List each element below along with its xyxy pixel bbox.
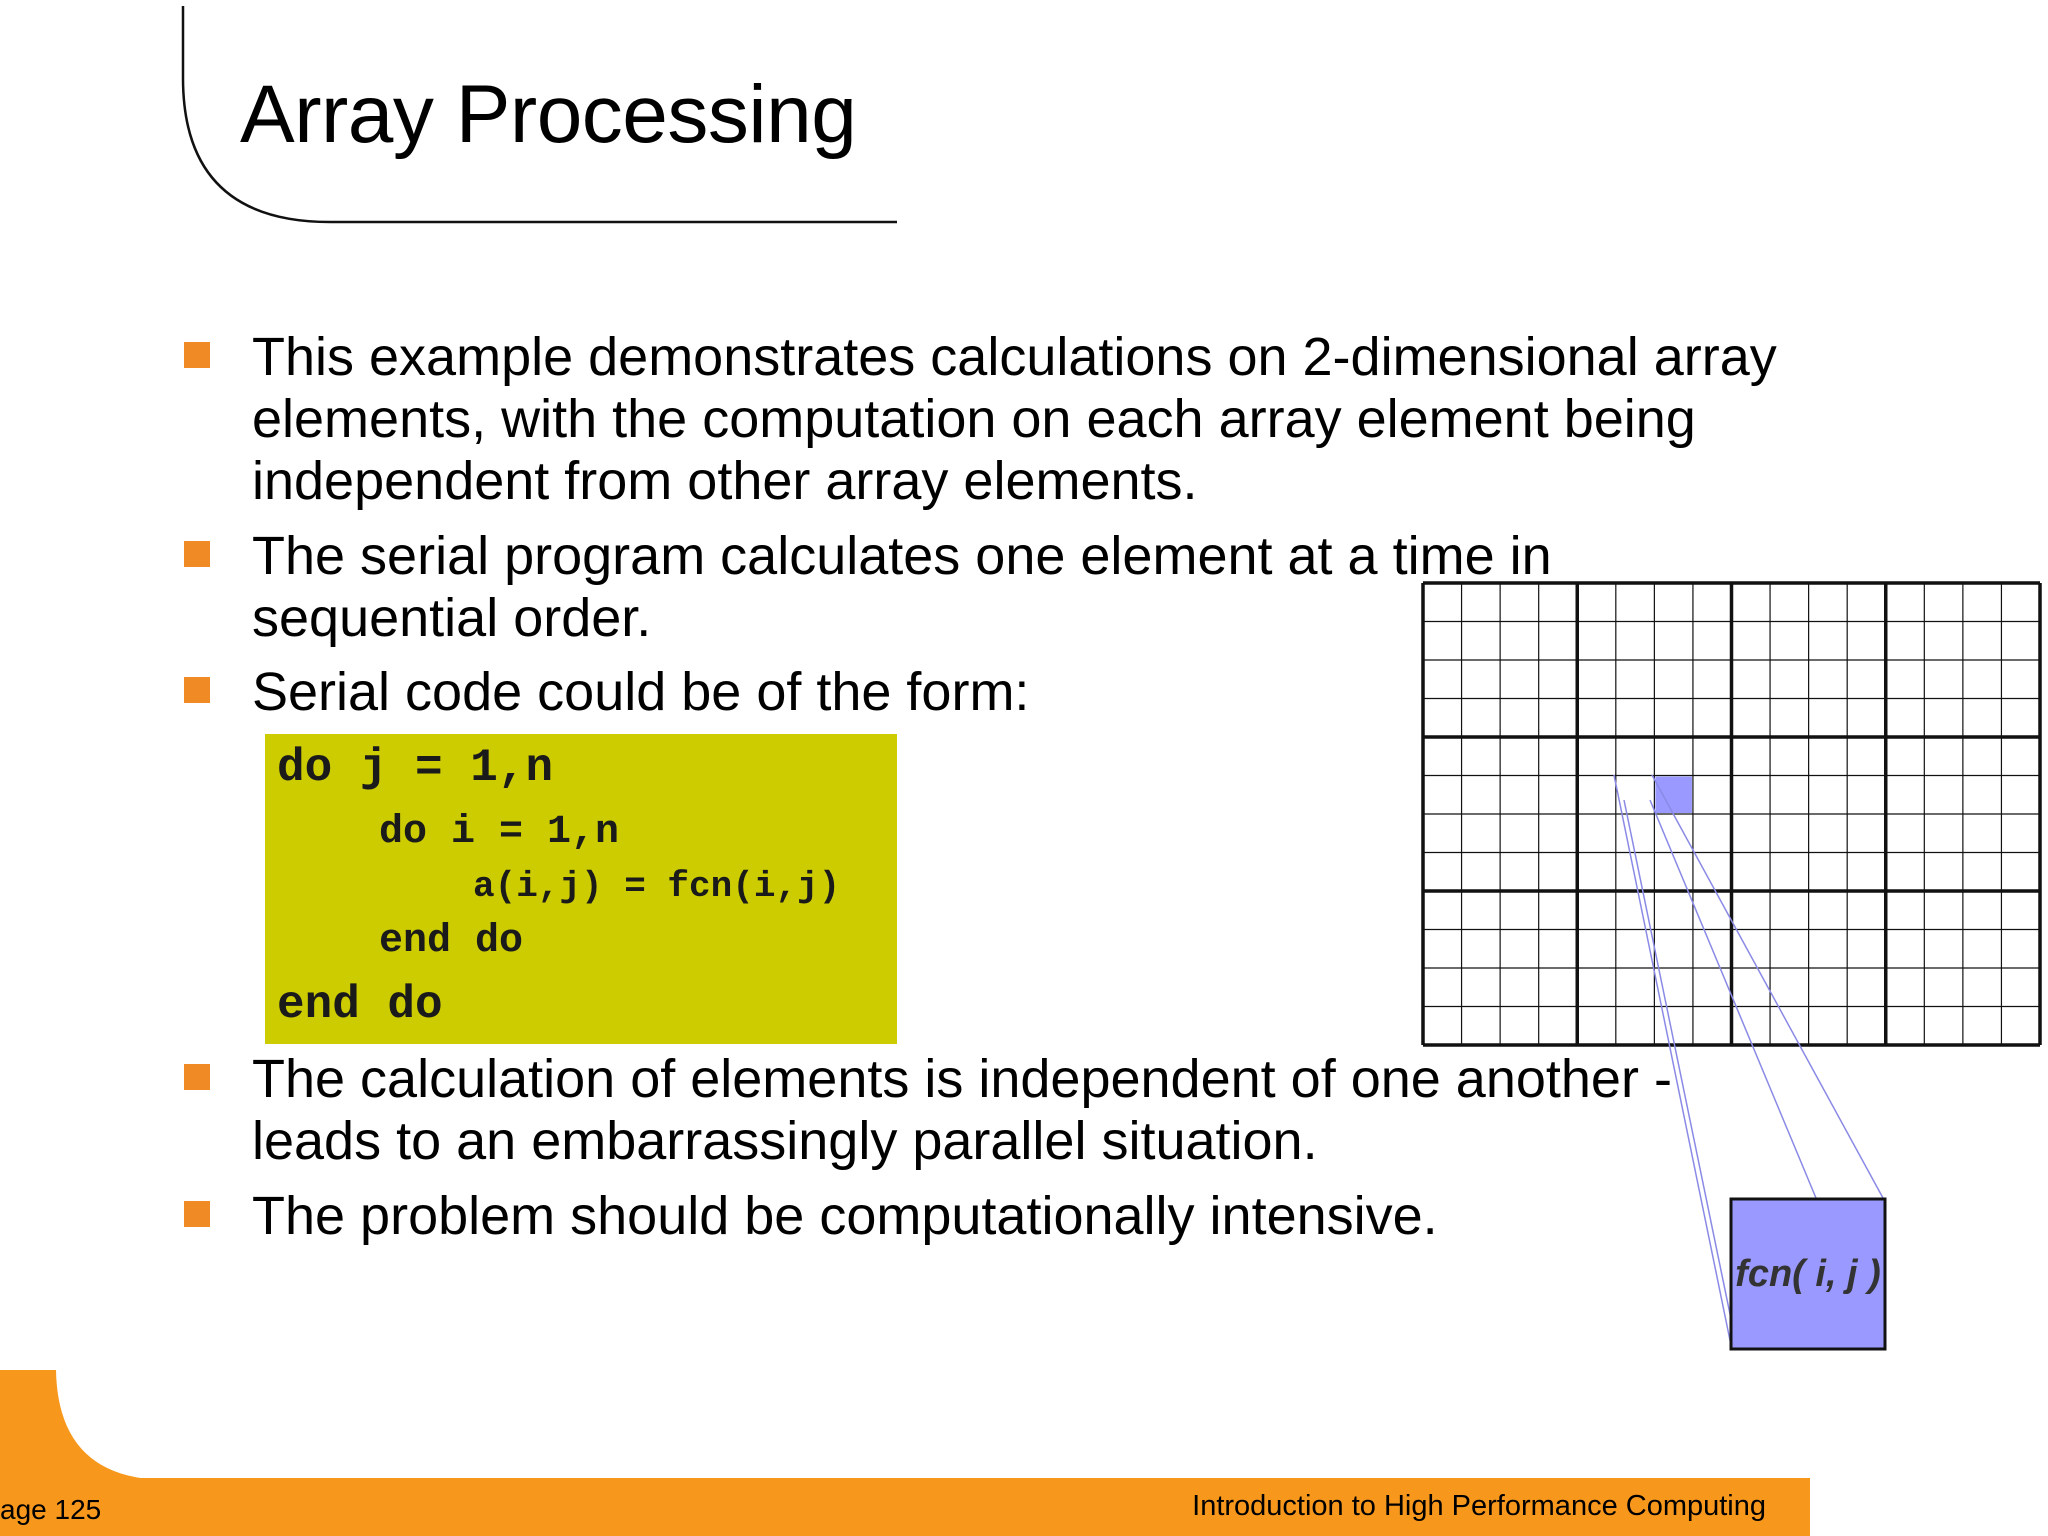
page-number: age 125 <box>0 1494 102 1525</box>
code-line: do i = 1,n <box>379 810 620 855</box>
bullet-text: The calculation of elements is independent of one another - leads to an embarrassingly parallel situation. <box>252 1049 1672 1171</box>
code-line: do j = 1,n <box>277 742 554 794</box>
function-label: fcn( i, j ) <box>1735 1253 1881 1295</box>
array-grid <box>1423 583 2040 1045</box>
code-line: end do <box>277 979 443 1031</box>
footer-curve <box>0 1368 200 1488</box>
footer-title: Introduction to High Performance Computing <box>1192 1490 1766 1522</box>
highlighted-array-element <box>1655 777 1692 814</box>
bullet-text: The problem should be computationally intensive. <box>252 1186 1438 1246</box>
bullet-text: This example demonstrates calculations on 2-dimensional array elements, with the computation on each array element being independent from other array elements. <box>252 327 1777 511</box>
slide-title: Array Processing <box>240 69 857 160</box>
code-line: end do <box>379 919 524 964</box>
code-line: a(i,j) = fcn(i,j) <box>473 866 841 907</box>
bullet-text: Serial code could be of the form: <box>252 662 1030 722</box>
bullet-text: The serial program calculates one element at a time in sequential order. <box>252 526 1552 648</box>
